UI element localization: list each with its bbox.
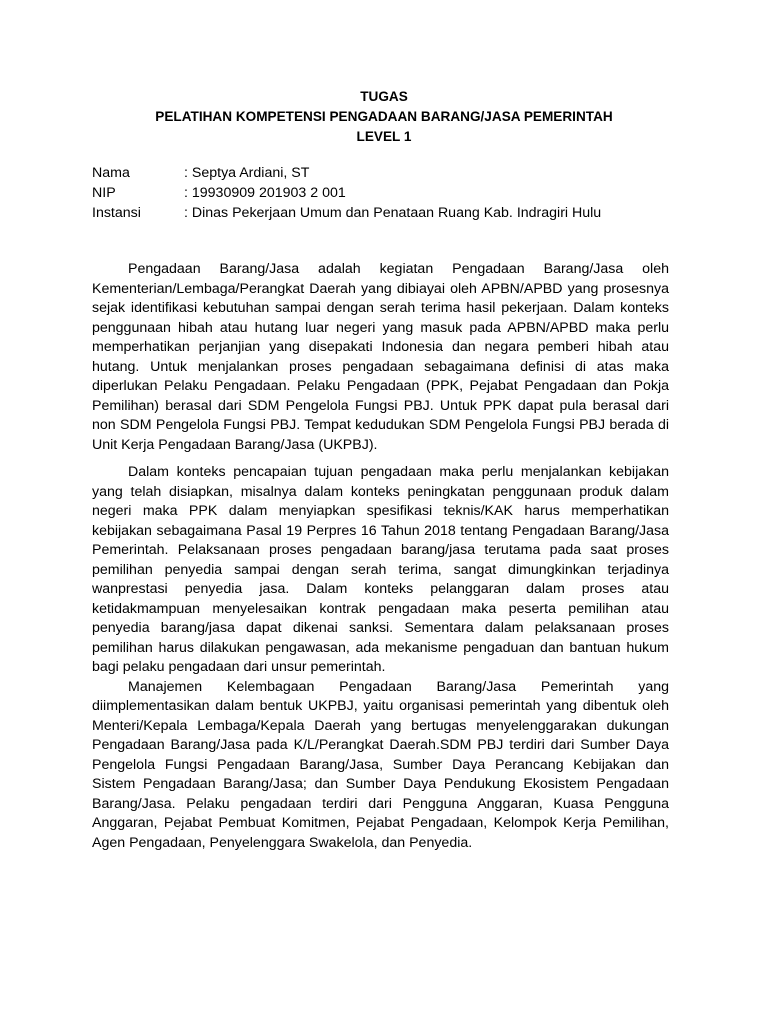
identity-value: : Dinas Pekerjaan Umum dan Penataan Ruang Kab. Indragiri Hulu bbox=[184, 205, 602, 221]
header-title: TUGAS bbox=[360, 89, 408, 104]
header-subtitle: PELATIHAN KOMPETENSI PENGADAAN BARANG/JASA PEMERINTAH bbox=[155, 109, 613, 124]
identity-value: : 19930909 201903 2 001 bbox=[184, 185, 346, 201]
body-paragraph: Dalam konteks pencapaian tujuan pengadaan maka perlu menjalankan kebijakan yang telah disiapkan, misalnya dalam konteks peningkatan penggunaan produk dalam negeri maka PPK dalam menyiapkan spesifikasi teknis/KAK harus memperhatikan kebijakan sebagaimana Pasal 19 Perpres 16 Tahun 2018 tentang Pengadaan Barang/Jasa Pemerintah. Pelaksanaan proses pengadaan barang/jasa terutama pada saat proses pemilihan penyedia sampai dengan serah terima, sangat dimungkinkan terjadinya wanprestasi penyedia jasa. Dalam konteks pelanggaran dalam proses atau ketidakmampuan menyelesaikan kontrak pengadaan maka peserta pemilihan atau penyedia barang/jasa dapat dikenai sanksi. Sementara dalam pelaksanaan proses pemilihan harus dilakukan pengawasan, ada mekanisme pengaduan dan bantuan hukum bagi pelaku pengadaan dari unsur pemerintah. bbox=[92, 464, 669, 675]
identity-value: : Septya Ardiani, ST bbox=[184, 165, 310, 181]
identity-row-nip bbox=[92, 183, 601, 203]
identity-label: Instansi bbox=[92, 205, 141, 221]
identity-label: Nama bbox=[92, 165, 130, 181]
identity-row-instansi bbox=[92, 203, 601, 223]
body-paragraph: Pengadaan Barang/Jasa adalah kegiatan Pengadaan Barang/Jasa oleh Kementerian/Lembaga/Perangkat Daerah yang dibiayai oleh APBN/APBD yang prosesnya sejak identifikasi kebutuhan sampai dengan serah terima hasil pekerjaan. Dalam konteks penggunaan hibah atau hutang luar negeri yang masuk pada APBN/APBD maka perlu memperhatikan perjanjian yang disepakati Indonesia dan negara pemberi hibah atau hutang. Untuk menjalankan proses pengadaan sebagaimana definisi di atas maka diperlukan Pelaku Pengadaan. Pelaku Pengadaan (PPK, Pejabat Pengadaan dan Pokja Pemilihan) berasal dari SDM Pengelola Fungsi PBJ. Untuk PPK dapat pula berasal dari non SDM Pengelola Fungsi PBJ. Tempat kedudukan SDM Pengelola Fungsi PBJ berada di Unit Kerja Pengadaan Barang/Jasa (UKPBJ). bbox=[92, 261, 669, 453]
body-paragraph: Manajemen Kelembagaan Pengadaan Barang/Jasa Pemerintah yang diimplementasikan dalam bentuk UKPBJ, yaitu organisasi pemerintah yang dibentuk oleh Menteri/Kepala Lembaga/Kepala Daerah yang bertugas menyelenggarakan dukungan Pengadaan Barang/Jasa pada K/L/Perangkat Daerah.SDM PBJ terdiri dari Sumber Daya Pengelola Fungsi Pengadaan Barang/Jasa, Sumber Daya Perancang Kebijakan dan Sistem Pengadaan Barang/Jasa; dan Sumber Daya Pendukung Ekosistem Pengadaan Barang/Jasa. Pelaku pengadaan terdiri dari Pengguna Anggaran, Kuasa Pengguna Anggaran, Pejabat Pembuat Komitmen, Pejabat Pengadaan, Kelompok Kerja Pemilihan, Agen Pengadaan, Penyelenggara Swakelola, dan Penyedia. bbox=[92, 678, 669, 851]
identity-block bbox=[92, 163, 601, 223]
document-header bbox=[0, 87, 768, 147]
document-body bbox=[92, 260, 669, 853]
header-level: LEVEL 1 bbox=[356, 129, 412, 144]
identity-row-nama bbox=[92, 163, 601, 183]
identity-label: NIP bbox=[92, 185, 116, 201]
